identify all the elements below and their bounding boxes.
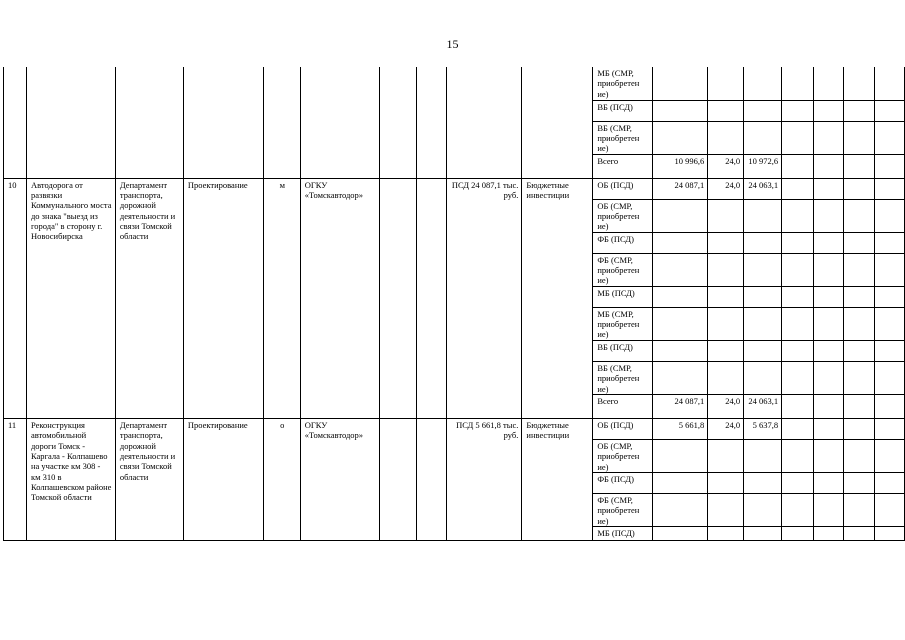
entry-row-source: ФБ (ПСД)	[593, 232, 653, 253]
entry-blank-cell	[416, 418, 446, 540]
entry-letter: о	[263, 418, 300, 540]
entry-investment-type: Бюджетные инвестиции	[522, 418, 593, 540]
entry-row-empty-cell	[782, 472, 814, 493]
continuation-row-value-2	[708, 121, 744, 154]
entry-row-empty-cell	[874, 527, 904, 541]
entry-row-value-2	[708, 340, 744, 361]
entry-row-value-3: 24 063,1	[744, 394, 782, 418]
continuation-row-value-3	[744, 121, 782, 154]
entry-row-empty-cell	[844, 527, 875, 541]
entry-row-value-2: 24,0	[708, 418, 744, 439]
entry-row-source: ВБ (СМР, приобретен ие)	[593, 361, 653, 394]
entry-row-empty-cell	[782, 232, 814, 253]
entry-customer: ОГКУ «Томскавтодор»	[300, 418, 379, 540]
entry-row-empty-cell	[814, 439, 844, 472]
continuation-row-source: ВБ (ПСД)	[593, 100, 653, 121]
entry-number: 10	[4, 178, 27, 418]
continuation-row-value-2	[708, 67, 744, 100]
continuation-row-value-3	[744, 100, 782, 121]
continuation-row-value-2	[708, 100, 744, 121]
entry-row-empty-cell	[874, 394, 904, 418]
continuation-row-empty-cell	[814, 154, 844, 178]
entry-row-empty-cell	[782, 178, 814, 199]
entry-row-source: ВБ (ПСД)	[593, 340, 653, 361]
entry-row-empty-cell	[814, 472, 844, 493]
entry-row-value-2	[708, 307, 744, 340]
entry-row-value-2	[708, 527, 744, 541]
continuation-blank-a-cell	[379, 67, 416, 178]
continuation-num-cell	[4, 67, 27, 178]
entry-row-value-3	[744, 232, 782, 253]
continuation-row-value-1	[653, 121, 708, 154]
entry-row-value-3	[744, 472, 782, 493]
entry-row-source: Всего	[593, 394, 653, 418]
entry-row-value-1: 24 087,1	[653, 394, 708, 418]
continuation-row-empty-cell	[782, 67, 814, 100]
entry-row-value-3	[744, 439, 782, 472]
entry-row-empty-cell	[874, 253, 904, 286]
entry-row-empty-cell	[844, 472, 875, 493]
entry-row-empty-cell	[874, 307, 904, 340]
entry-row-source: ФБ (СМР, приобретен ие)	[593, 493, 653, 526]
entry-object-name: Реконструкция автомобильной дороги Томск - Каргала - Колпашево на участке км 308 - км 310 в Колпашевском районе Томской области	[26, 418, 115, 540]
entry-row-empty-cell	[874, 439, 904, 472]
entry-row-value-2	[708, 361, 744, 394]
entry-row-empty-cell	[814, 286, 844, 307]
entry-stage: Проектирование	[183, 418, 263, 540]
entry-row-empty-cell	[874, 232, 904, 253]
continuation-row-empty-cell	[874, 100, 904, 121]
entry-row-value-3	[744, 253, 782, 286]
entry-customer: ОГКУ «Томскавтодор»	[300, 178, 379, 418]
continuation-row-empty-cell	[844, 100, 875, 121]
entry-row-empty-cell	[814, 307, 844, 340]
continuation-row-empty-cell	[844, 121, 875, 154]
entry-row-value-1: 24 087,1	[653, 178, 708, 199]
continuation-row-empty-cell	[782, 100, 814, 121]
entry-row-value-3	[744, 307, 782, 340]
entry-row-source: ФБ (СМР, приобретен ие)	[593, 253, 653, 286]
entry-row-value-3	[744, 527, 782, 541]
entry-row-empty-cell	[782, 439, 814, 472]
continuation-row-value-3	[744, 67, 782, 100]
entry-row-value-2	[708, 493, 744, 526]
entry-row-empty-cell	[814, 340, 844, 361]
entry-row-empty-cell	[782, 199, 814, 232]
continuation-row-value-2: 24,0	[708, 154, 744, 178]
entry-row-empty-cell	[814, 232, 844, 253]
entry-row-value-1	[653, 361, 708, 394]
entry-row-empty-cell	[814, 199, 844, 232]
entry-row-empty-cell	[844, 178, 875, 199]
continuation-row-empty-cell	[844, 67, 875, 100]
entry-row-value-3: 5 637,8	[744, 418, 782, 439]
entry-row-value-1	[653, 340, 708, 361]
entry-row-value-2: 24,0	[708, 394, 744, 418]
continuation-row-empty-cell	[874, 67, 904, 100]
entry-row-empty-cell	[844, 394, 875, 418]
entry-row-empty-cell	[814, 178, 844, 199]
entry-source-row	[4, 418, 905, 439]
entry-row-empty-cell	[782, 493, 814, 526]
continuation-row-value-3: 10 972,6	[744, 154, 782, 178]
entry-row-empty-cell	[874, 493, 904, 526]
entry-row-value-3	[744, 286, 782, 307]
entry-row-empty-cell	[782, 527, 814, 541]
continuation-row-empty-cell	[814, 67, 844, 100]
continuation-row-value-1: 10 996,6	[653, 154, 708, 178]
entry-row-empty-cell	[814, 394, 844, 418]
entry-row-value-1	[653, 199, 708, 232]
entry-row-empty-cell	[874, 286, 904, 307]
entry-row-empty-cell	[814, 493, 844, 526]
entry-row-value-2	[708, 253, 744, 286]
continuation-row-empty-cell	[782, 154, 814, 178]
entry-row-source: ОБ (ПСД)	[593, 178, 653, 199]
entry-row-empty-cell	[874, 340, 904, 361]
entry-row-value-2	[708, 472, 744, 493]
entry-row-empty-cell	[874, 418, 904, 439]
continuation-blank-b-cell	[416, 67, 446, 178]
entry-row-value-1	[653, 232, 708, 253]
entry-row-value-1	[653, 286, 708, 307]
continuation-row-value-1	[653, 100, 708, 121]
entry-stage: Проектирование	[183, 178, 263, 418]
entry-row-value-3	[744, 199, 782, 232]
investment-table	[3, 67, 905, 541]
continuation-investment-cell	[522, 67, 593, 178]
entry-row-empty-cell	[874, 178, 904, 199]
continuation-row-source: ВБ (СМР, приобретен ие)	[593, 121, 653, 154]
entry-row-source: МБ (ПСД)	[593, 286, 653, 307]
entry-row-value-2	[708, 232, 744, 253]
entry-row-empty-cell	[782, 340, 814, 361]
entry-row-value-3	[744, 361, 782, 394]
continuation-row-empty-cell	[814, 100, 844, 121]
entry-row-value-1	[653, 527, 708, 541]
entry-row-value-1: 5 661,8	[653, 418, 708, 439]
entry-row-empty-cell	[844, 307, 875, 340]
continuation-department-cell	[115, 67, 183, 178]
entry-row-empty-cell	[814, 253, 844, 286]
entry-row-empty-cell	[874, 472, 904, 493]
entry-row-value-3	[744, 340, 782, 361]
entry-row-empty-cell	[782, 418, 814, 439]
continuation-customer-cell	[300, 67, 379, 178]
entry-row-value-1	[653, 439, 708, 472]
continuation-row-empty-cell	[874, 121, 904, 154]
continuation-row-empty-cell	[782, 121, 814, 154]
entry-row-empty-cell	[844, 439, 875, 472]
entry-row-empty-cell	[782, 286, 814, 307]
entry-row-empty-cell	[814, 418, 844, 439]
entry-department: Департамент транспорта, дорожной деятельности и связи Томской области	[115, 418, 183, 540]
entry-row-source: МБ (СМР, приобретен ие)	[593, 307, 653, 340]
entry-row-source: ОБ (СМР, приобретен ие)	[593, 439, 653, 472]
entry-row-empty-cell	[782, 394, 814, 418]
entry-row-empty-cell	[844, 286, 875, 307]
entry-number: 11	[4, 418, 27, 540]
continuation-row-empty-cell	[814, 121, 844, 154]
entry-row-empty-cell	[874, 199, 904, 232]
entry-letter: м	[263, 178, 300, 418]
entry-row-empty-cell	[844, 361, 875, 394]
entry-row-source: ОБ (СМР, приобретен ие)	[593, 199, 653, 232]
continuation-row-value-1	[653, 67, 708, 100]
entry-row-empty-cell	[844, 418, 875, 439]
entry-row-value-1	[653, 472, 708, 493]
entry-investment-type: Бюджетные инвестиции	[522, 178, 593, 418]
entry-blank-cell	[416, 178, 446, 418]
entry-row-value-1	[653, 493, 708, 526]
entry-row-empty-cell	[782, 361, 814, 394]
entry-row-source: ФБ (ПСД)	[593, 472, 653, 493]
entry-row-source: ОБ (ПСД)	[593, 418, 653, 439]
entry-psd-cost: ПСД 5 661,8 тыс. руб.	[446, 418, 522, 540]
entry-blank-cell	[379, 178, 416, 418]
continuation-row-empty-cell	[844, 154, 875, 178]
entry-row-empty-cell	[844, 340, 875, 361]
entry-row-value-2: 24,0	[708, 178, 744, 199]
entry-source-row	[4, 178, 905, 199]
entry-object-name: Автодорога от развязки Коммунального моста до знака "выезд из города" в сторону г. Новосибирска	[26, 178, 115, 418]
entry-row-value-3	[744, 493, 782, 526]
entry-row-empty-cell	[782, 253, 814, 286]
continuation-name-cell	[26, 67, 115, 178]
entry-row-value-2	[708, 286, 744, 307]
continuation-row	[4, 67, 905, 100]
entry-row-empty-cell	[844, 199, 875, 232]
entry-row-empty-cell	[814, 361, 844, 394]
continuation-psd-cell	[446, 67, 522, 178]
entry-row-empty-cell	[782, 307, 814, 340]
continuation-row-source: МБ (СМР, приобретен ие)	[593, 67, 653, 100]
entry-row-empty-cell	[874, 361, 904, 394]
entry-row-source: МБ (ПСД)	[593, 527, 653, 541]
entry-row-value-3: 24 063,1	[744, 178, 782, 199]
entry-psd-cost: ПСД 24 087,1 тыс. руб.	[446, 178, 522, 418]
page-number: 15	[446, 37, 459, 51]
continuation-row-source: Всего	[593, 154, 653, 178]
entry-row-empty-cell	[844, 493, 875, 526]
entry-row-value-1	[653, 307, 708, 340]
continuation-letter-cell	[263, 67, 300, 178]
entry-row-value-2	[708, 199, 744, 232]
entry-row-value-1	[653, 253, 708, 286]
entry-blank-cell	[379, 418, 416, 540]
entry-row-value-2	[708, 439, 744, 472]
continuation-row-empty-cell	[874, 154, 904, 178]
entry-department: Департамент транспорта, дорожной деятельности и связи Томской области	[115, 178, 183, 418]
entry-row-empty-cell	[844, 232, 875, 253]
continuation-stage-cell	[183, 67, 263, 178]
entry-row-empty-cell	[814, 527, 844, 541]
entry-row-empty-cell	[844, 253, 875, 286]
